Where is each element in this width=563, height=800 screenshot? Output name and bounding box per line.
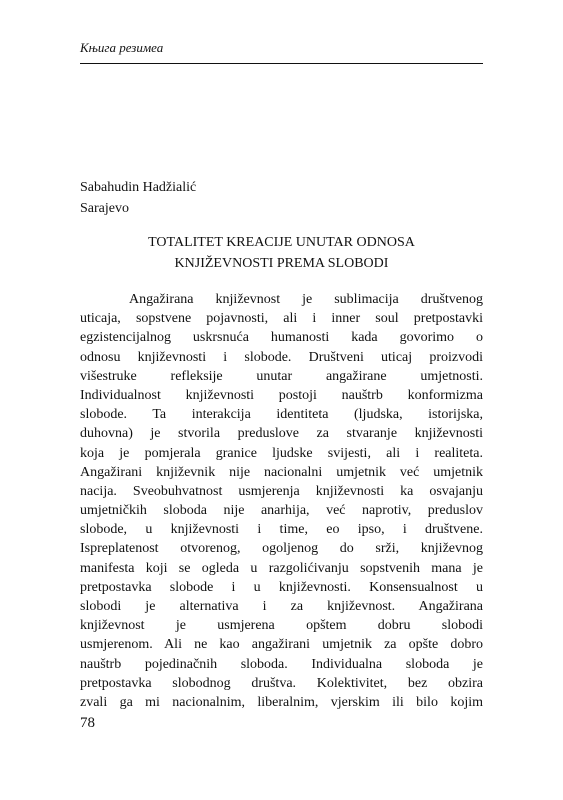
body-line: zvali ga mi nacionalnim, liberalnim, vjerskim ili bilo kojim <box>80 694 483 710</box>
running-header: Књига резимеа <box>80 40 164 55</box>
body-line: pretpostavka slobode i u književnosti. Konsensualnost u <box>80 579 483 595</box>
body-line: Individualnost književnosti postoji nauštrb konformizma <box>80 387 483 403</box>
body-line: Ispreplatenost otvorenog, ogoljenog do srži, književnog <box>80 541 483 557</box>
author-name: Sabahudin Hadžialić <box>80 180 197 195</box>
article-title-line-1: TOTALITET KREACIJE UNUTAR ODNOSA <box>148 235 415 250</box>
body-line: pretpostavka slobodnog društva. Kolektivitet, bez obzira <box>80 675 483 691</box>
body-line: egzistencijalnog uskrsnuća humanosti kada govorimo o <box>80 330 483 346</box>
article-title-line-2: KNJIŽEVNOSTI PREMA SLOBODI <box>174 256 389 271</box>
body-line: slobode. Ta interakcija identiteta (ljudska, istorijska, <box>80 407 483 423</box>
body-line: nauštrb pojedinačnih sloboda. Individualna sloboda je <box>80 656 483 672</box>
body-line: slobode, u književnosti i time, eo ipso, i društvene. <box>80 522 483 538</box>
body-line: nacija. Sveobuhvatnost usmjerenja književnosti ka osvajanju <box>80 483 483 499</box>
body-line: višestruke refleksije unutar angažirane umjetnosti. <box>80 368 483 384</box>
page-number: 78 <box>80 715 95 731</box>
body-line: književnost je usmjerena opštem dobru slobodi <box>80 618 483 634</box>
author-city: Sarajevo <box>80 201 129 216</box>
body-text <box>80 290 483 712</box>
body-line: uticaja, sopstvene pojavnosti, ali i inner soul pretpostavki <box>80 311 483 327</box>
body-line: umjetničkih sloboda nije anarhija, već naprotiv, preduslov <box>80 503 483 519</box>
body-line: koja je pomjerala granice ljudske svijesti, ali i realiteta. <box>80 445 483 461</box>
body-line: duhovna) je stvorila preduslove za stvaranje književnosti <box>80 426 483 442</box>
body-line: usmjerenom. Ali ne kao angažirani umjetnik za opšte dobro <box>80 637 483 653</box>
article-title <box>80 232 483 274</box>
header-rule <box>80 63 483 64</box>
body-line: slobodi je alternativa i za književnost. Angažirana <box>80 599 483 614</box>
body-line: Angažirana književnost je sublimacija društvenog <box>129 292 483 307</box>
body-line: Angažirani književnik nije nacionalni umjetnik već umjetnik <box>80 464 483 480</box>
author-block <box>80 177 196 219</box>
body-line: odnosu književnosti i slobode. Društveni uticaj proizvodi <box>80 349 483 365</box>
body-line: manifesta koji se ogleda u razgolićivanju sopstvenih mana je <box>80 560 483 576</box>
